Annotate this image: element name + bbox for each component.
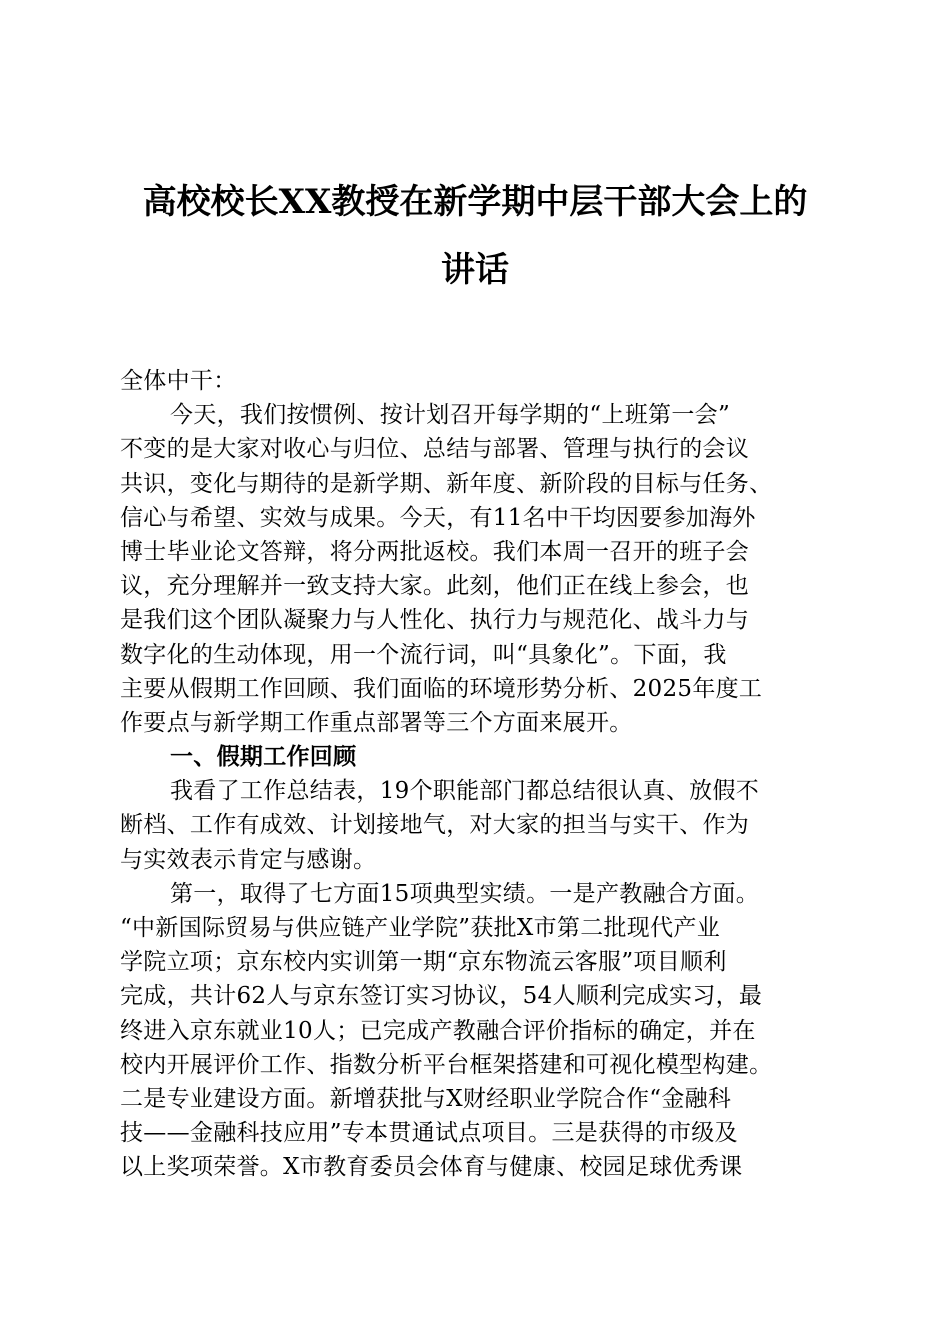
paragraph-achievements: [120, 877, 832, 1185]
paragraph-line: 主要从假期工作回顾、我们面临的环境形势分析、2025年度工: [120, 675, 763, 702]
paragraph-line: 议，充分理解并一致支持大家。此刻，他们正在线上参会，也: [120, 573, 750, 600]
section-heading: 一、假期工作回顾: [170, 744, 357, 771]
title-line-1: 高校校长XX教授在新学期中层干部大会上的: [142, 182, 808, 222]
salutation: 全体中干：: [120, 368, 237, 394]
document-title: [110, 168, 840, 304]
paragraph-line: 第一，取得了七方面15项典型实绩。一是产教融合方面。: [170, 880, 760, 907]
paragraph-line: 我看了工作总结表，19个职能部门都总结很认真、放假不: [170, 778, 760, 805]
title-line-2: 讲话: [441, 250, 509, 290]
paragraph-intro: [120, 398, 832, 740]
paragraph-line: “中新国际贸易与供应链产业学院”获批X市第二批现代产业: [120, 915, 720, 941]
paragraph-line: 终进入京东就业10人；已完成产教融合评价指标的确定，并在: [120, 1017, 756, 1044]
paragraph-review: [120, 774, 832, 877]
paragraph-line: 博士毕业论文答辩，将分两批返校。我们本周一召开的班子会: [120, 538, 750, 565]
paragraph-line: 数字化的生动体现，用一个流行词，叫“具象化”。下面，我: [120, 641, 727, 668]
paragraph-line: 今天，我们按惯例、按计划召开每学期的“上班第一会”: [170, 402, 731, 429]
paragraph-line: 断档、工作有成效、计划接地气，对大家的担当与实干、作为: [120, 812, 750, 839]
paragraph-line: 完成，共计62人与京东签订实习协议，54人顺利完成实习，最: [120, 983, 763, 1010]
paragraph-line: 共识，变化与期待的是新学期、新年度、新阶段的目标与任务、: [120, 470, 773, 497]
paragraph-line: 以上奖项荣誉。X市教育委员会体育与健康、校园足球优秀课: [120, 1154, 743, 1181]
paragraph-line: 学院立项；京东校内实训第一期“京东物流云客服”项目顺利: [120, 949, 727, 976]
paragraph-line: 是我们这个团队凝聚力与人性化、执行力与规范化、战斗力与: [120, 607, 750, 634]
paragraph-line: 信心与希望、实效与成果。今天，有11名中干均因要参加海外: [120, 504, 756, 531]
paragraph-line: 校内开展评价工作、指数分析平台框架搭建和可视化模型构建。: [120, 1051, 773, 1078]
paragraph-line: 技——金融科技应用”专本贯通试点项目。三是获得的市级及: [120, 1120, 738, 1147]
paragraph-line: 作要点与新学期工作重点部署等三个方面来展开。: [120, 709, 633, 736]
document-body: [120, 364, 832, 1185]
paragraph-line: 不变的是大家对收心与归位、总结与部署、管理与执行的会议: [120, 436, 750, 463]
paragraph-line: 与实效表示肯定与感谢。: [120, 846, 377, 873]
paragraph-line: 二是专业建设方面。新增获批与X财经职业学院合作“金融科: [120, 1085, 732, 1112]
